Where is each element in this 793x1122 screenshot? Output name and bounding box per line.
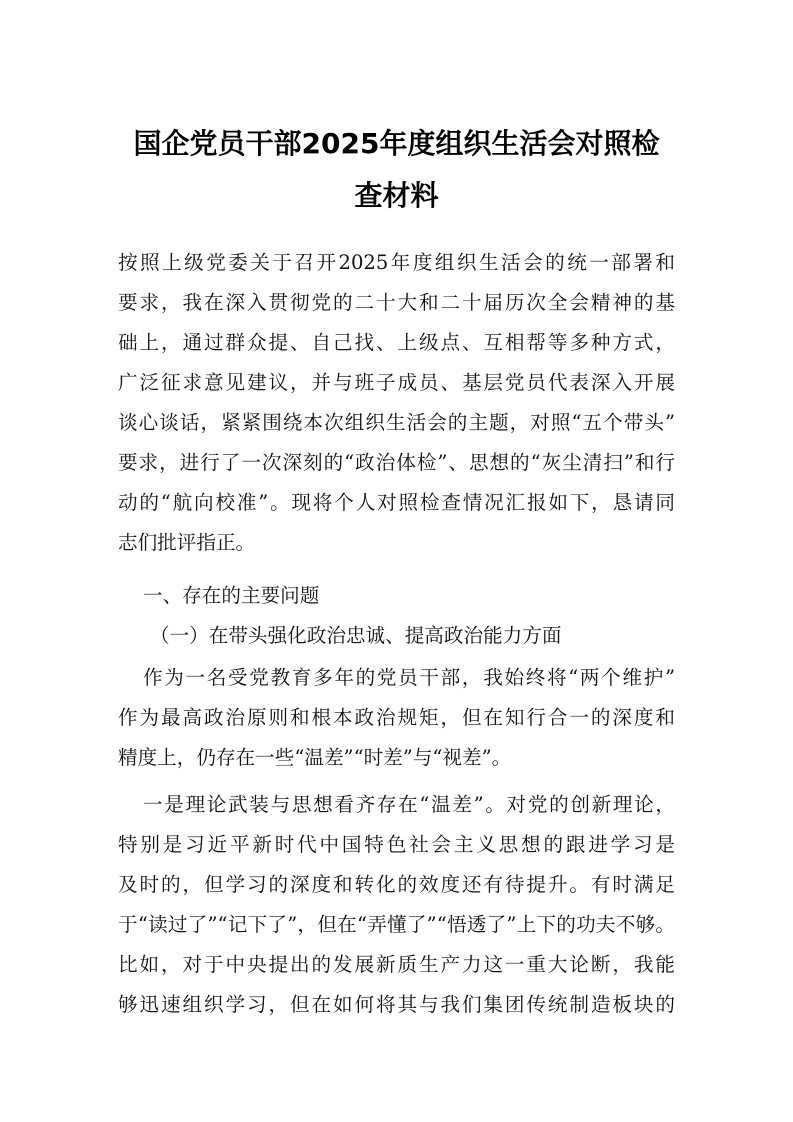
paragraph-line: 作为一名受党教育多年的党员干部，我始终将“两个维护” xyxy=(143,666,675,689)
paragraph-line: 够迅速组织学习，但在如何将其与我们集团传统制造板块的 xyxy=(118,993,675,1016)
paragraph-line: 特别是习近平新时代中国特色社会主义思想的跟进学习是 xyxy=(118,833,675,856)
document-title-line-2: 查材料 xyxy=(354,179,439,212)
paragraph-line: 一是理论武装与思想看齐存在“温差”。对党的创新理论， xyxy=(143,793,675,816)
paragraph-line: 于“读过了”“记下了”，但在“弄懂了”“悟透了”上下的功夫不够。 xyxy=(118,913,675,936)
paragraph-line: 础上，通过群众提、自己找、上级点、互相帮等多种方式， xyxy=(118,331,675,354)
paragraph-line: 要求，我在深入贯彻党的二十大和二十届历次全会精神的基 xyxy=(118,291,675,314)
subsection-heading: （一）在带头强化政治忠诚、提高政治能力方面 xyxy=(150,624,562,647)
paragraph-line: 动的“航向校准”。现将个人对照检查情况汇报如下，恳请同 xyxy=(118,491,675,514)
paragraph-line: 广泛征求意见建议，并与班子成员、基层党员代表深入开展 xyxy=(118,371,675,394)
document-title-line-1: 国企党员干部2025年度组织生活会对照检 xyxy=(133,127,660,160)
paragraph-line: 按照上级党委关于召开2025年度组织生活会的统一部署和 xyxy=(118,251,675,274)
paragraph-line: 要求，进行了一次深刻的“政治体检”、思想的“灰尘清扫”和行 xyxy=(118,451,675,474)
paragraph-line: 谈心谈话，紧紧围绕本次组织生活会的主题，对照“五个带头” xyxy=(118,411,675,434)
paragraph-line: 比如，对于中央提出的发展新质生产力这一重大论断，我能 xyxy=(118,953,675,976)
paragraph-line: 作为最高政治原则和根本政治规矩，但在知行合一的深度和 xyxy=(118,706,675,729)
section-heading: 一、存在的主要问题 xyxy=(143,584,320,607)
paragraph-line: 及时的，但学习的深度和转化的效度还有待提升。有时满足 xyxy=(118,873,675,896)
paragraph-line: 志们批评指正。 xyxy=(118,531,256,554)
paragraph-line: 精度上，仍存在一些“温差”“时差”与“视差”。 xyxy=(118,746,512,769)
